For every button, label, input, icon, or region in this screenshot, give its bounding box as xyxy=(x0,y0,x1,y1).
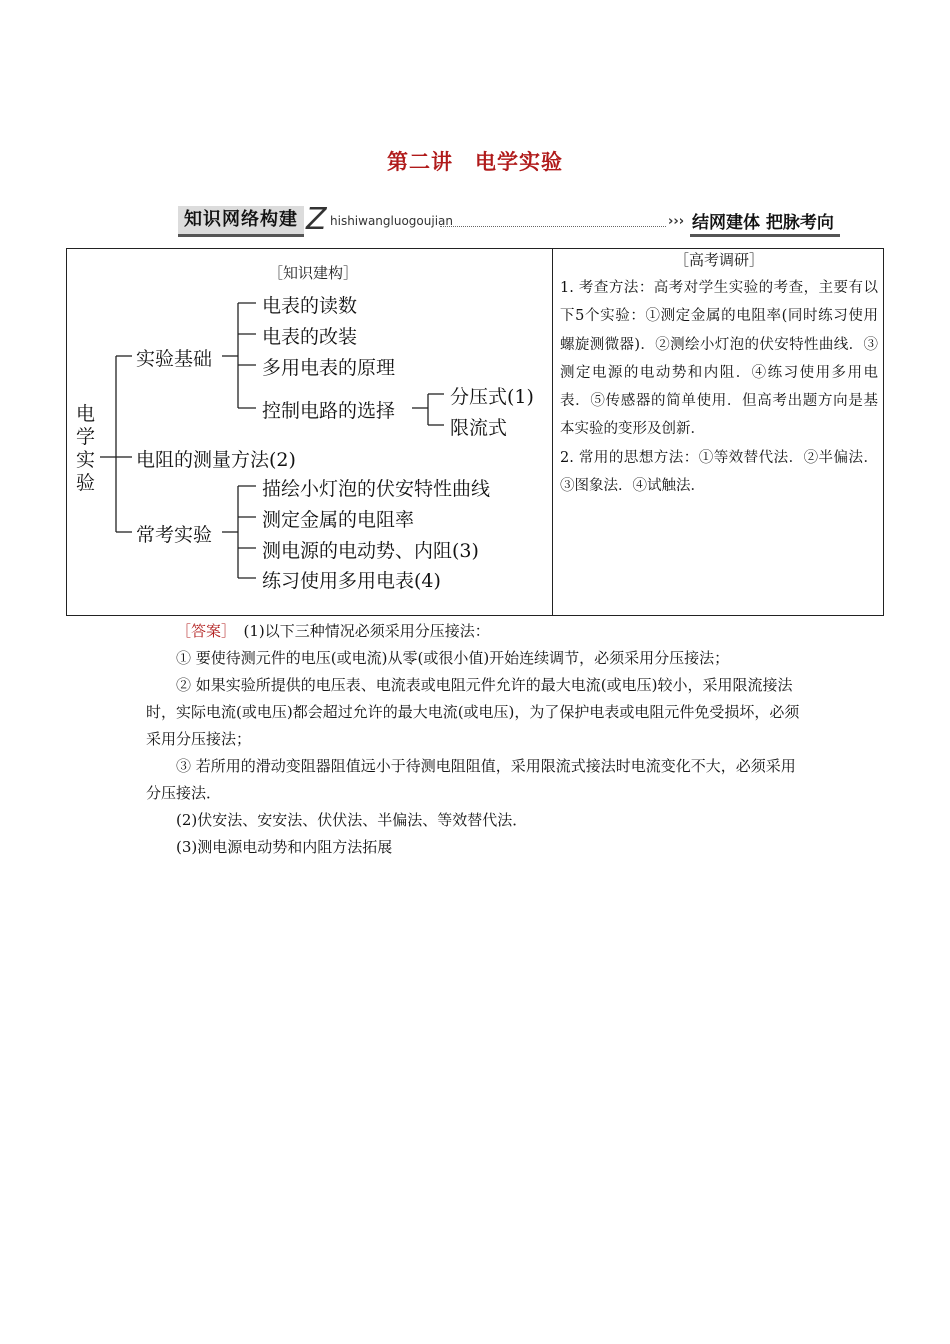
tree-leaf-resistivity: 测定金属的电阻率 xyxy=(262,509,415,531)
answer-part-3: (3)测电源电动势和内阻方法拓展 xyxy=(176,838,393,856)
banner-right-label: 结网建体 把脉考向 xyxy=(690,208,840,237)
tree-leaf-meter-reading: 电表的读数 xyxy=(262,295,358,317)
tree-leaf-multimeter-use: 练习使用多用电表(4) xyxy=(262,570,441,592)
answer-case-3: ③ 若所用的滑动变阻器阻值远小于待测电阻阻值，采用限流式接法时电流变化不大，必须采用分压接法． xyxy=(146,757,796,802)
answer-part-2: (2)伏安法、安安法、伏伏法、半偏法、等效替代法． xyxy=(176,811,528,829)
answer-intro: (1)以下三种情况必须采用分压接法： xyxy=(228,622,490,640)
tree-leaf-multimeter-principle: 多用电表的原理 xyxy=(262,357,396,379)
banner-dotted-line xyxy=(440,226,666,227)
tree-leaf-divider: 分压式(1) xyxy=(450,386,534,408)
answer-section xyxy=(146,618,808,861)
exam-research xyxy=(560,250,878,500)
research-heading: ［高考调研］ xyxy=(673,251,764,269)
tree-leaf-current-limiting: 限流式 xyxy=(450,417,508,439)
chevron-right-icon: ››› xyxy=(668,214,685,229)
tree-root: 电学实验 xyxy=(76,403,96,494)
banner-pinyin: hishiwangluogoujian xyxy=(330,214,453,228)
tree-leaf-emf: 测电源的电动势、内阻(3) xyxy=(262,540,479,562)
tree-leaf-control-circuit: 控制电路的选择 xyxy=(262,400,396,422)
tree-leaf-iv-curve: 描绘小灯泡的伏安特性曲线 xyxy=(262,478,491,500)
tree-leaf-meter-modification: 电表的改装 xyxy=(262,326,358,348)
banner-left-label: 知识网络构建 xyxy=(178,206,304,237)
tree-node-common: 常考实验 xyxy=(136,524,213,546)
knowledge-heading: ［知识建构］ xyxy=(268,264,359,282)
page-title: 第二讲 电学实验 xyxy=(387,150,563,174)
answer-case-1: ① 要使待测元件的电压(或电流)从零(或很小值)开始连续调节，必须采用分压接法； xyxy=(176,649,730,667)
answer-tag: ［答案］ xyxy=(176,622,229,640)
research-para-1: 1. 考查方法：高考对学生实验的考查，主要有以下5个实验：①测定金属的电阻率(同时练习使用螺旋测微器)．②测绘小灯泡的伏安特性曲线．③测定电源的电动势和内阻．④练习使用多用电表．⑤传感器的简单使用．但高考出题方向是基本实验的变形及创新． xyxy=(560,280,878,438)
section-banner xyxy=(178,204,850,238)
tree-node-measurement: 电阻的测量方法(2) xyxy=(136,449,296,471)
banner-z-letter: Z xyxy=(306,202,327,237)
table-divider xyxy=(552,248,553,616)
answer-case-2: ② 如果实验所提供的电压表、电流表或电阻元件允许的最大电流(或电压)较小，采用限流接法时，实际电流(或电压)都会超过允许的最大电流(或电压)，为了保护电表或电阻元件免受损坏，必须采用分压接法； xyxy=(146,676,800,748)
research-para-2: 2. 常用的思想方法：①等效替代法．②半偏法．③图象法．④试触法． xyxy=(560,449,878,494)
tree-node-basics: 实验基础 xyxy=(136,348,213,370)
